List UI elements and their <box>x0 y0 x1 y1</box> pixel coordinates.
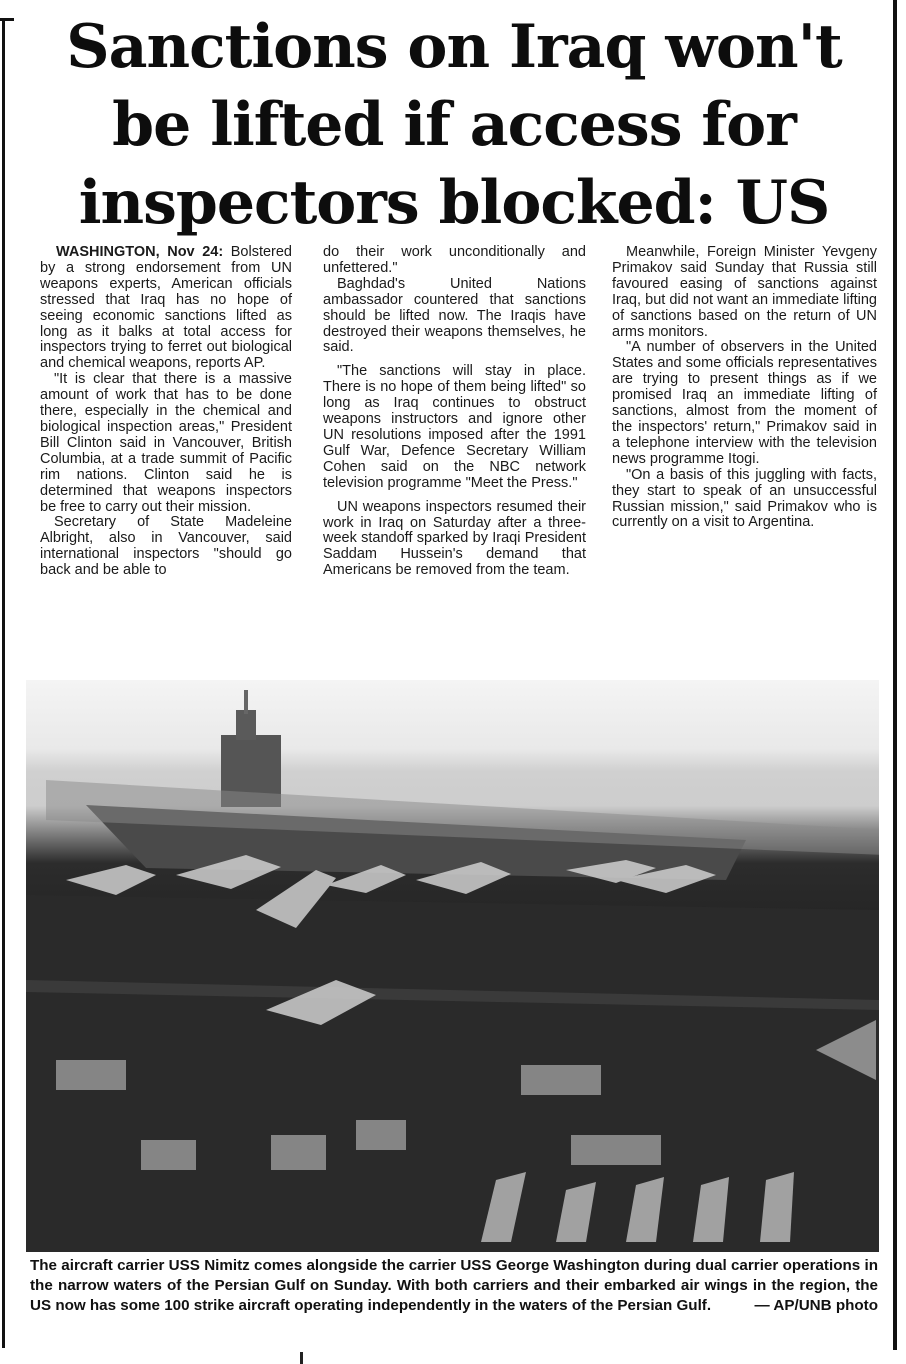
border-line <box>2 18 5 1348</box>
dateline: WASHINGTON, Nov 24: <box>56 244 224 260</box>
border-line <box>300 1352 303 1364</box>
article-paragraph: "On a basis of this juggling with facts, they start to speak of an unsuccessful Russian mission," said Primakov who is currently on a visit to Argentina. <box>612 466 877 531</box>
headline-line: be lifted if access for <box>112 90 796 160</box>
article-column-1 <box>40 245 292 579</box>
headline-line: Sanctions on Iraq won't <box>66 12 842 82</box>
paragraph-text: Bolstered by a strong endorsement from UN weapons experts, American officials stressed that Iraq has no hope of seeing economic sanctions lifted as long as it balks at total access for inspectors trying to ferret out biological and chemical weapons, reports AP. <box>40 244 292 372</box>
photo-caption <box>30 1256 878 1316</box>
headline <box>18 8 890 242</box>
headline-line: inspectors blocked: US <box>78 168 830 238</box>
article-column-2 <box>323 245 586 579</box>
border-line <box>893 0 897 1350</box>
carrier-photo <box>26 680 879 1252</box>
article-paragraph: Baghdad's United Nations ambassador countered that sanctions should be lifted now. The Iraqis have destroyed their weapons themselves, he said. <box>323 275 586 356</box>
article-paragraph: Secretary of State Madeleine Albright, also in Vancouver, said international inspectors "should go back and be able to <box>40 514 292 579</box>
carrier-photo-illustration <box>26 680 879 1252</box>
article-column-3 <box>612 245 877 531</box>
article-paragraph: "A number of observers in the United States and some officials representatives are trying to present things as if we promised Iraq an immediate lifting of sanctions, almost from the moment of the inspectors' return," Primakov said in a telephone interview with the television news programme Itogi. <box>612 339 877 467</box>
article-paragraph: UN weapons inspectors resumed their work in Iraq on Saturday after a three-week standoff sparked by Iraqi President Saddam Hussein's demand that Americans be removed from the team. <box>323 498 586 579</box>
photo-credit: — AP/UNB photo <box>754 1297 878 1314</box>
article-paragraph: "The sanctions will stay in place. There is no hope of them being lifted" so long as Iraq continues to obstruct weapons instructors and ignore other UN resolutions imposed after the 1991 Gulf War, Defence Secretary William Cohen said on the NBC network television programme "Meet the Press." <box>323 363 586 491</box>
article-paragraph: "It is clear that there is a massive amount of work that has to be done there, especially in the chemical and biological inspection areas," President Bill Clinton said in Vancouver, British Columbia, at a trade summit of Pacific rim nations. Clinton said he is determined that weapons inspectors be free to carry out their mission. <box>40 371 292 515</box>
border-line <box>0 18 14 21</box>
article-paragraph <box>40 245 292 372</box>
article-paragraph: Meanwhile, Foreign Minister Yevgeny Primakov said Sunday that Russia still favoured easing of sanctions against Iraq, but did not want an immediate lifting of sanctions based on the return of UN arms monitors. <box>612 244 877 340</box>
article-paragraph: do their work unconditionally and unfettered." <box>323 244 586 276</box>
caption-text: The aircraft carrier USS Nimitz comes alongside the carrier USS George Washington during dual carrier operations in the narrow waters of the Persian Gulf on Sunday. With both carriers and their embarked air wings in the region, the US now has some 100 strike aircraft operating independently in the waters of the Persian Gulf. <box>30 1257 878 1314</box>
